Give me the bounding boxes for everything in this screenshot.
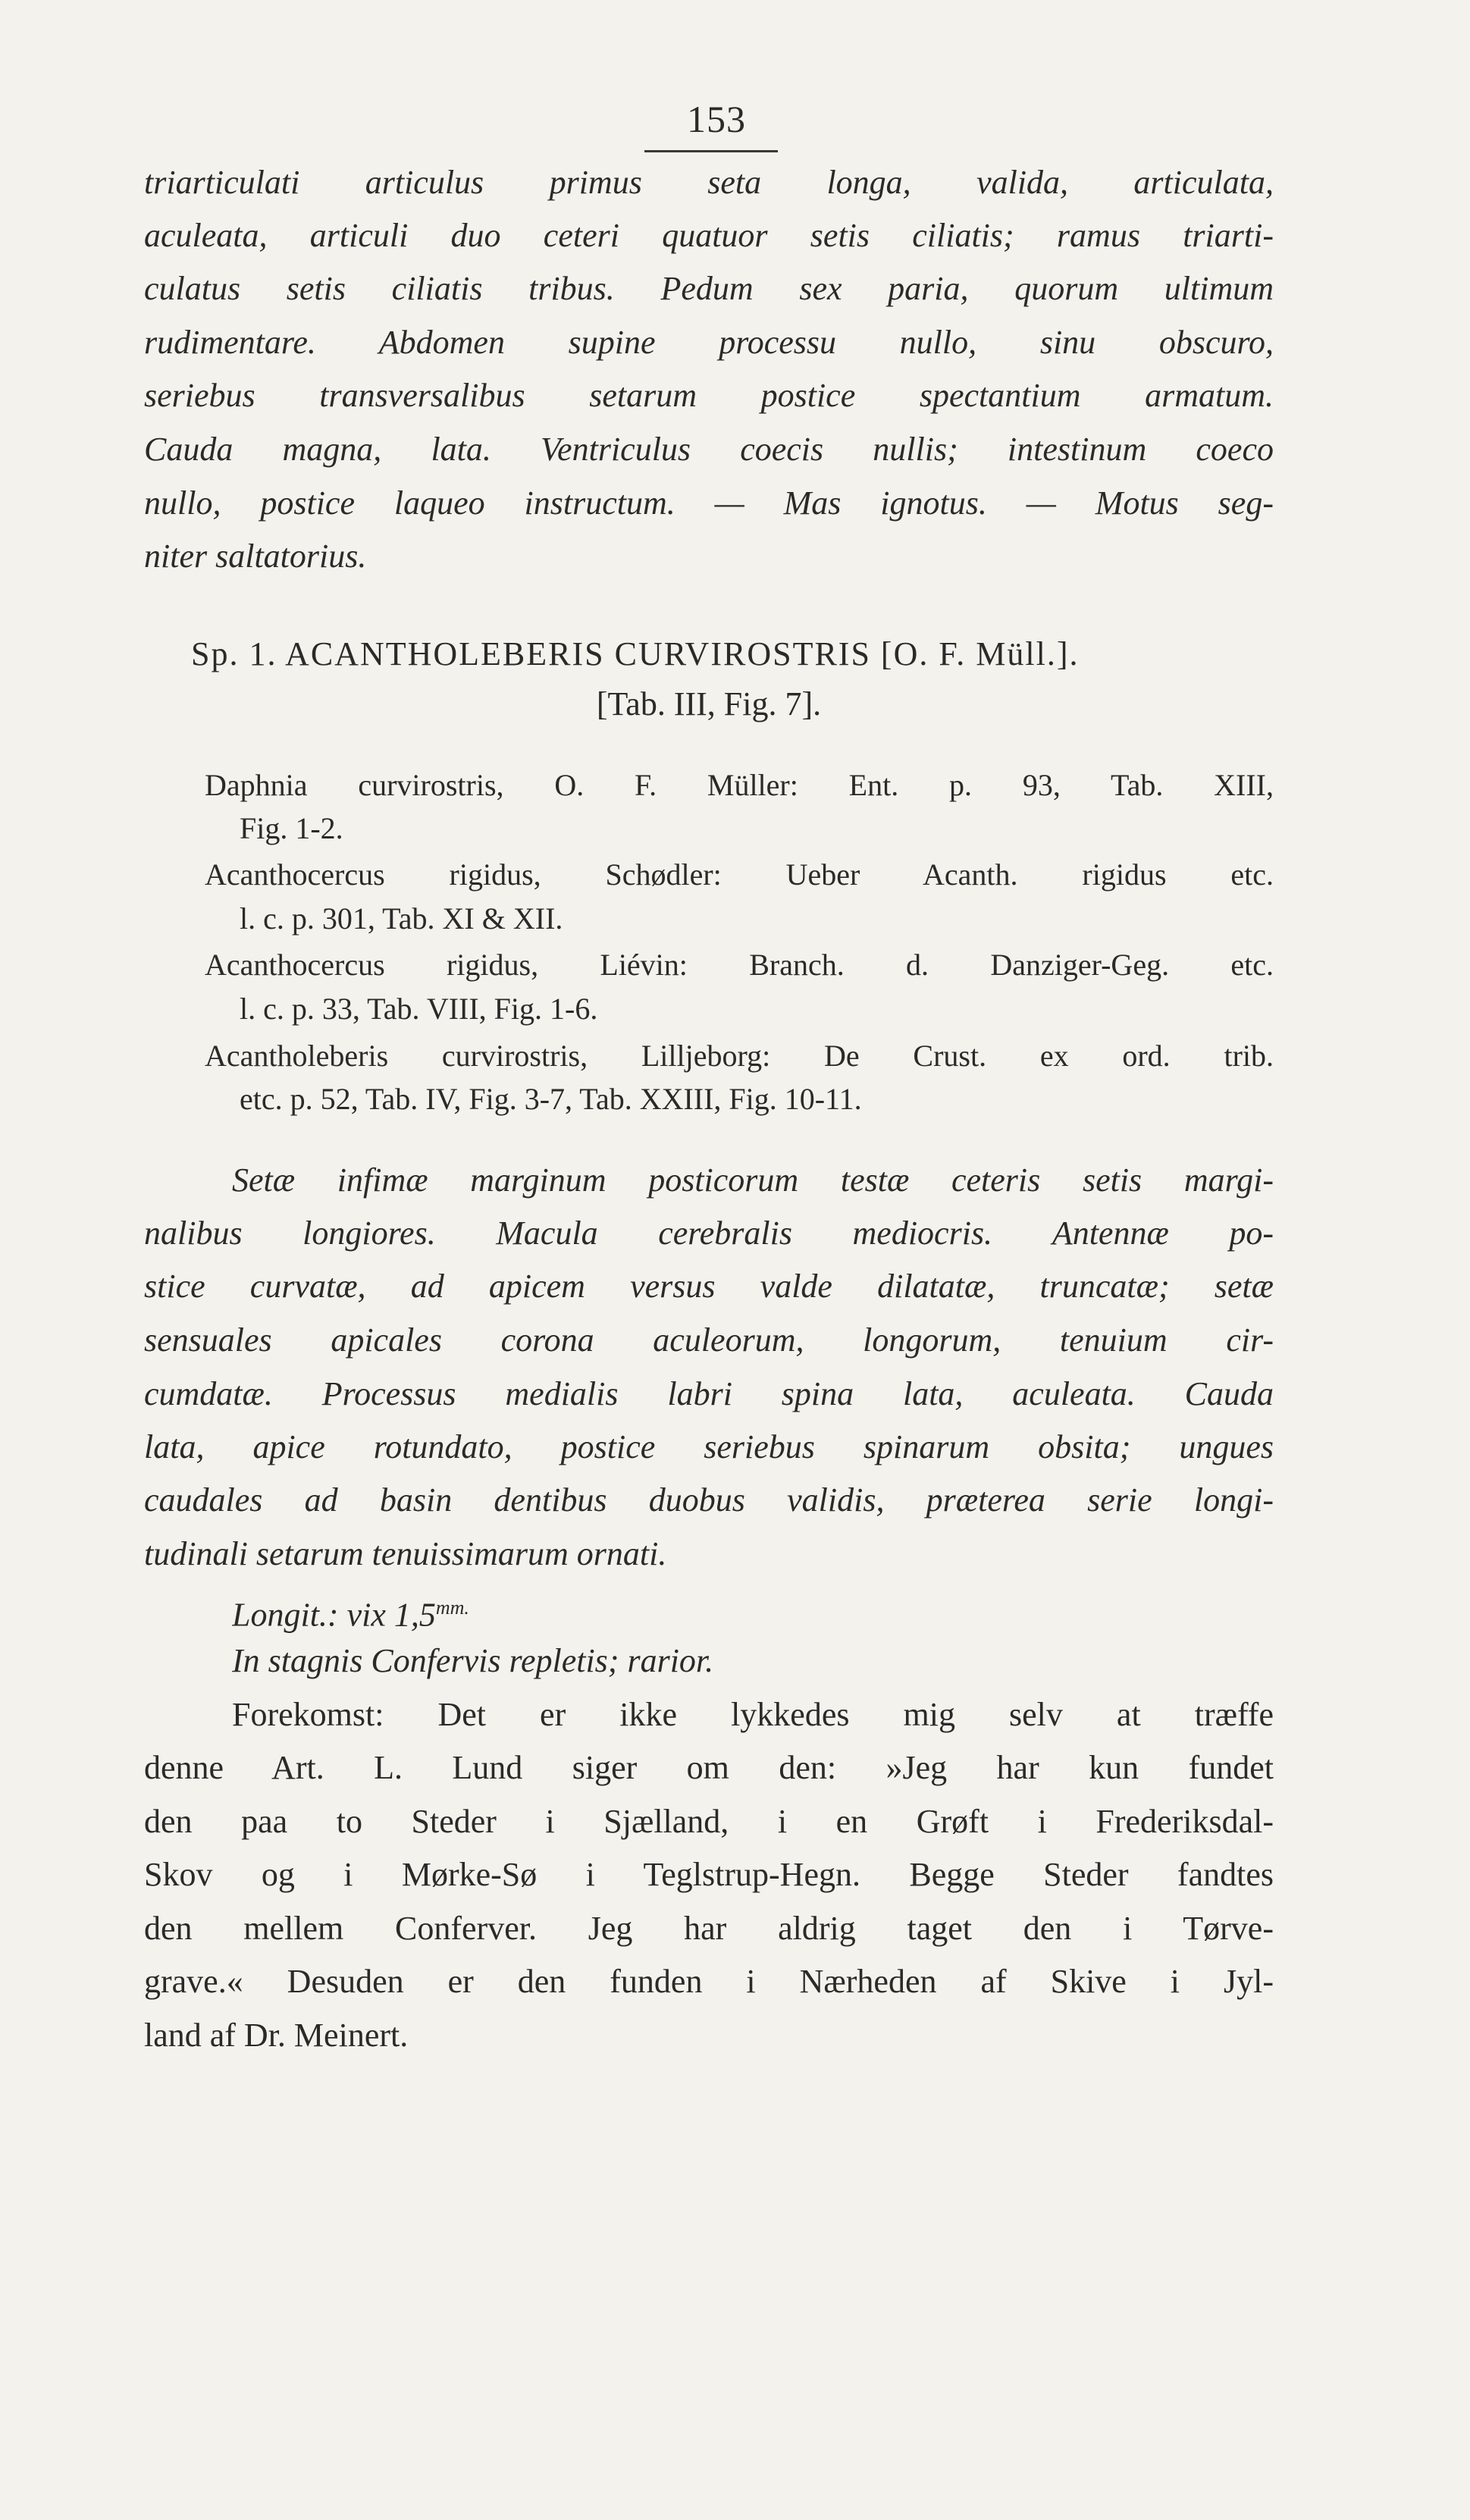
intro-line: nullo, postice laqueo instructum. — Mas ignotus. — Motus seg- — [144, 484, 1274, 522]
synonym-line: Acantholeberis curvirostris, Lilljeborg: De Crust. ex ord. trib. — [205, 1039, 1274, 1073]
description-line: lata, apice rotundato, postice seriebus spinarum obsita; ungues — [144, 1428, 1274, 1465]
synonym-line: Daphnia curvirostris, O. F. Müller: Ent. p. 93, Tab. XIII, — [205, 768, 1274, 802]
synonym-line: l. c. p. 33, Tab. VIII, Fig. 1-6. — [240, 992, 598, 1026]
length-unit: mm. — [435, 1597, 469, 1619]
intro-line: triarticulati articulus primus seta longa, valida, articulata, — [144, 164, 1274, 201]
occurrence-line: Forekomst: Det er ikke lykkedes mig selv at træffe — [232, 1696, 1274, 1733]
habitat-line: In stagnis Confervis repletis; rarior. — [232, 1642, 714, 1679]
synonym-line: Acanthocercus rigidus, Schødler: Ueber Acanth. rigidus etc. — [205, 857, 1274, 892]
description-line: cumdatæ. Processus medialis labri spina lata, aculeata. Cauda — [144, 1375, 1274, 1412]
synonym-line: Fig. 1-2. — [240, 811, 343, 845]
species-heading: Sp. 1. ACANTHOLEBERIS CURVIROSTRIS [O. F. Müll.]. — [191, 635, 1080, 672]
occurrence-line: land af Dr. Meinert. — [144, 2017, 409, 2054]
occurrence-line: den paa to Steder i Sjælland, i en Grøft i Frederiksdal- — [144, 1803, 1274, 1840]
intro-line: seriebus transversalibus setarum postice spectantium armatum. — [144, 377, 1274, 414]
length-label: Longit.: vix 1,5 — [232, 1596, 436, 1634]
occurrence-line: den mellem Conferver. Jeg har aldrig taget den i Tørve- — [144, 1910, 1274, 1947]
synonym-line: etc. p. 52, Tab. IV, Fig. 3-7, Tab. XXIII, Fig. 10-11. — [240, 1082, 862, 1116]
intro-line: aculeata, articuli duo ceteri quatuor setis ciliatis; ramus triarti- — [144, 217, 1274, 254]
page-number-rule — [644, 150, 778, 152]
intro-line: culatus setis ciliatis tribus. Pedum sex paria, quorum ultimum — [144, 270, 1274, 307]
description-line: stice curvatæ, ad apicem versus valde dilatatæ, truncatæ; setæ — [144, 1268, 1274, 1305]
description-line: sensuales apicales corona aculeorum, longorum, tenuium cir- — [144, 1321, 1274, 1359]
occurrence-line: Skov og i Mørke-Sø i Teglstrup-Hegn. Begge Steder fandtes — [144, 1856, 1274, 1893]
intro-line: niter saltatorius. — [144, 538, 367, 575]
page-number: 153 — [687, 98, 746, 140]
synonym-line: l. c. p. 301, Tab. XI & XII. — [240, 901, 563, 936]
description-line: caudales ad basin dentibus duobus validis, præterea serie longi- — [144, 1481, 1274, 1519]
occurrence-line: denne Art. L. Lund siger om den: »Jeg har kun fundet — [144, 1749, 1274, 1786]
intro-line: rudimentare. Abdomen supine processu nullo, sinu obscuro, — [144, 324, 1274, 361]
description-line: Setæ infimæ marginum posticorum testæ ceteris setis margi- — [232, 1161, 1274, 1199]
intro-line: Cauda magna, lata. Ventriculus coecis nullis; intestinum coeco — [144, 431, 1274, 468]
description-line: nalibus longiores. Macula cerebralis mediocris. Antennæ po- — [144, 1215, 1274, 1252]
description-line: tudinali setarum tenuissimarum ornati. — [144, 1535, 667, 1572]
occurrence-line: grave.« Desuden er den funden i Nærheden af Skive i Jyl- — [144, 1963, 1274, 2000]
length-line — [232, 1586, 1274, 1638]
species-plate-reference: [Tab. III, Fig. 7]. — [596, 685, 822, 722]
synonym-line: Acanthocercus rigidus, Liévin: Branch. d. Danziger-Geg. etc. — [205, 948, 1274, 982]
